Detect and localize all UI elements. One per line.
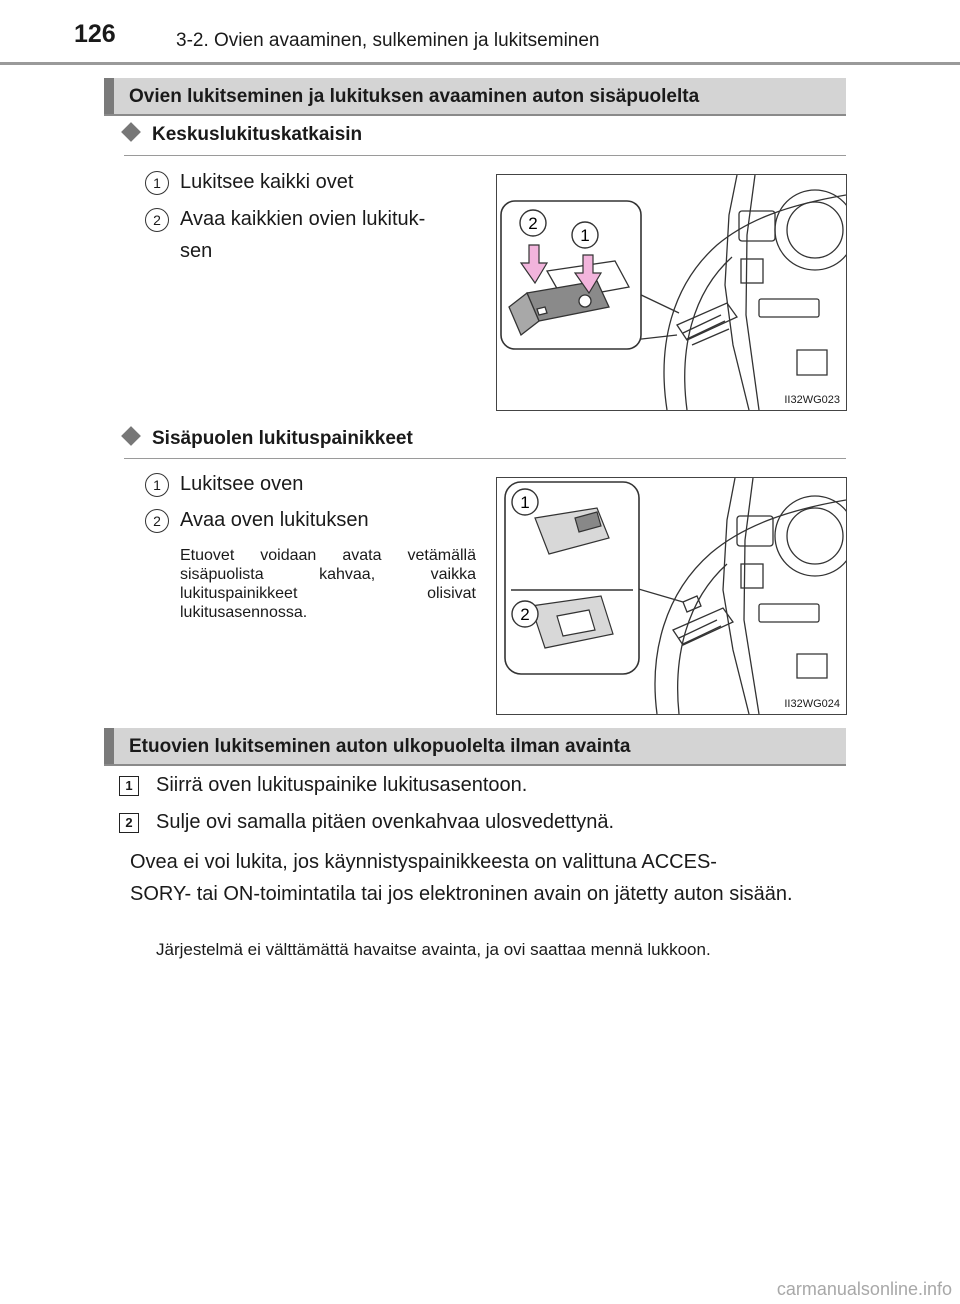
watermark: carmanualsonline.info [776, 1279, 952, 1299]
item-number: 1 [145, 171, 169, 195]
item-text: Lukitsee kaikki ovet [180, 171, 354, 193]
header-rule [0, 62, 960, 65]
section-heading-inside [104, 78, 846, 116]
subheading-text: Keskuslukituskatkaisin [152, 124, 363, 145]
item-number: 1 [145, 473, 169, 497]
item-number: 2 [145, 208, 169, 232]
section-heading-text: Ovien lukitseminen ja lukituksen avaaminen auton sisäpuolelta [129, 86, 700, 107]
illustration-inside-lock-button [496, 477, 847, 715]
step-text: Siirrä oven lukituspainike lukitusasentoon. [156, 774, 528, 796]
step-text: Sulje ovi samalla pitäen ovenkahvaa ulosvedettynä. [156, 811, 615, 833]
step-number: 2 [119, 813, 139, 833]
subheading-lock-buttons [124, 428, 413, 450]
callout-label: 2 [528, 214, 538, 233]
section-heading-bar [104, 78, 114, 114]
callout-label: 1 [580, 226, 590, 245]
callout-label: 1 [520, 493, 530, 512]
item-text: Avaa kaikkien ovien lukituk- sen [180, 208, 426, 262]
paragraph-note: Järjestelmä ei välttämättä havaitse avainta, ja ovi saattaa mennä lukkoon. [156, 940, 711, 959]
image-code: II32WG023 [784, 394, 840, 406]
lock-button-illustration [497, 478, 846, 714]
item-note: Etuovet voidaan avata vetämällä sisäpuolista kahvaa, vaikka lukituspainikkeet olisivat lukitusasennossa. [180, 547, 476, 621]
page-number: 126 [74, 20, 116, 48]
paragraph-text: Ovea ei voi lukita, jos käynnistyspainikkeesta on valittuna ACCES- SORY- tai ON-toimintatila tai jos elektroninen avain on jätetty auton sisään. [130, 851, 793, 905]
diamond-bullet-icon [121, 122, 141, 142]
image-code: II32WG024 [784, 698, 840, 710]
central-lock-illustration [497, 175, 846, 410]
chapter-heading: 3-2. Ovien avaaminen, sulkeminen ja lukitseminen [176, 30, 600, 51]
section-heading-outside [104, 728, 846, 766]
item-text: Lukitsee oven [180, 473, 304, 495]
illustration-central-lock-switch [496, 174, 847, 411]
subheading-text: Sisäpuolen lukituspainikkeet [152, 428, 413, 449]
section-heading-bar [104, 728, 114, 764]
section-heading-text: Etuovien lukitseminen auton ulkopuolelta ilman avainta [129, 736, 631, 757]
subheading-rule [124, 458, 846, 459]
diamond-bullet-icon [121, 426, 141, 446]
callout-label: 2 [520, 605, 530, 624]
step-number: 1 [119, 776, 139, 796]
item-number: 2 [145, 509, 169, 533]
item-text: Avaa oven lukituksen [180, 509, 369, 531]
subheading-central-lock [124, 124, 362, 146]
subheading-rule [124, 155, 846, 156]
